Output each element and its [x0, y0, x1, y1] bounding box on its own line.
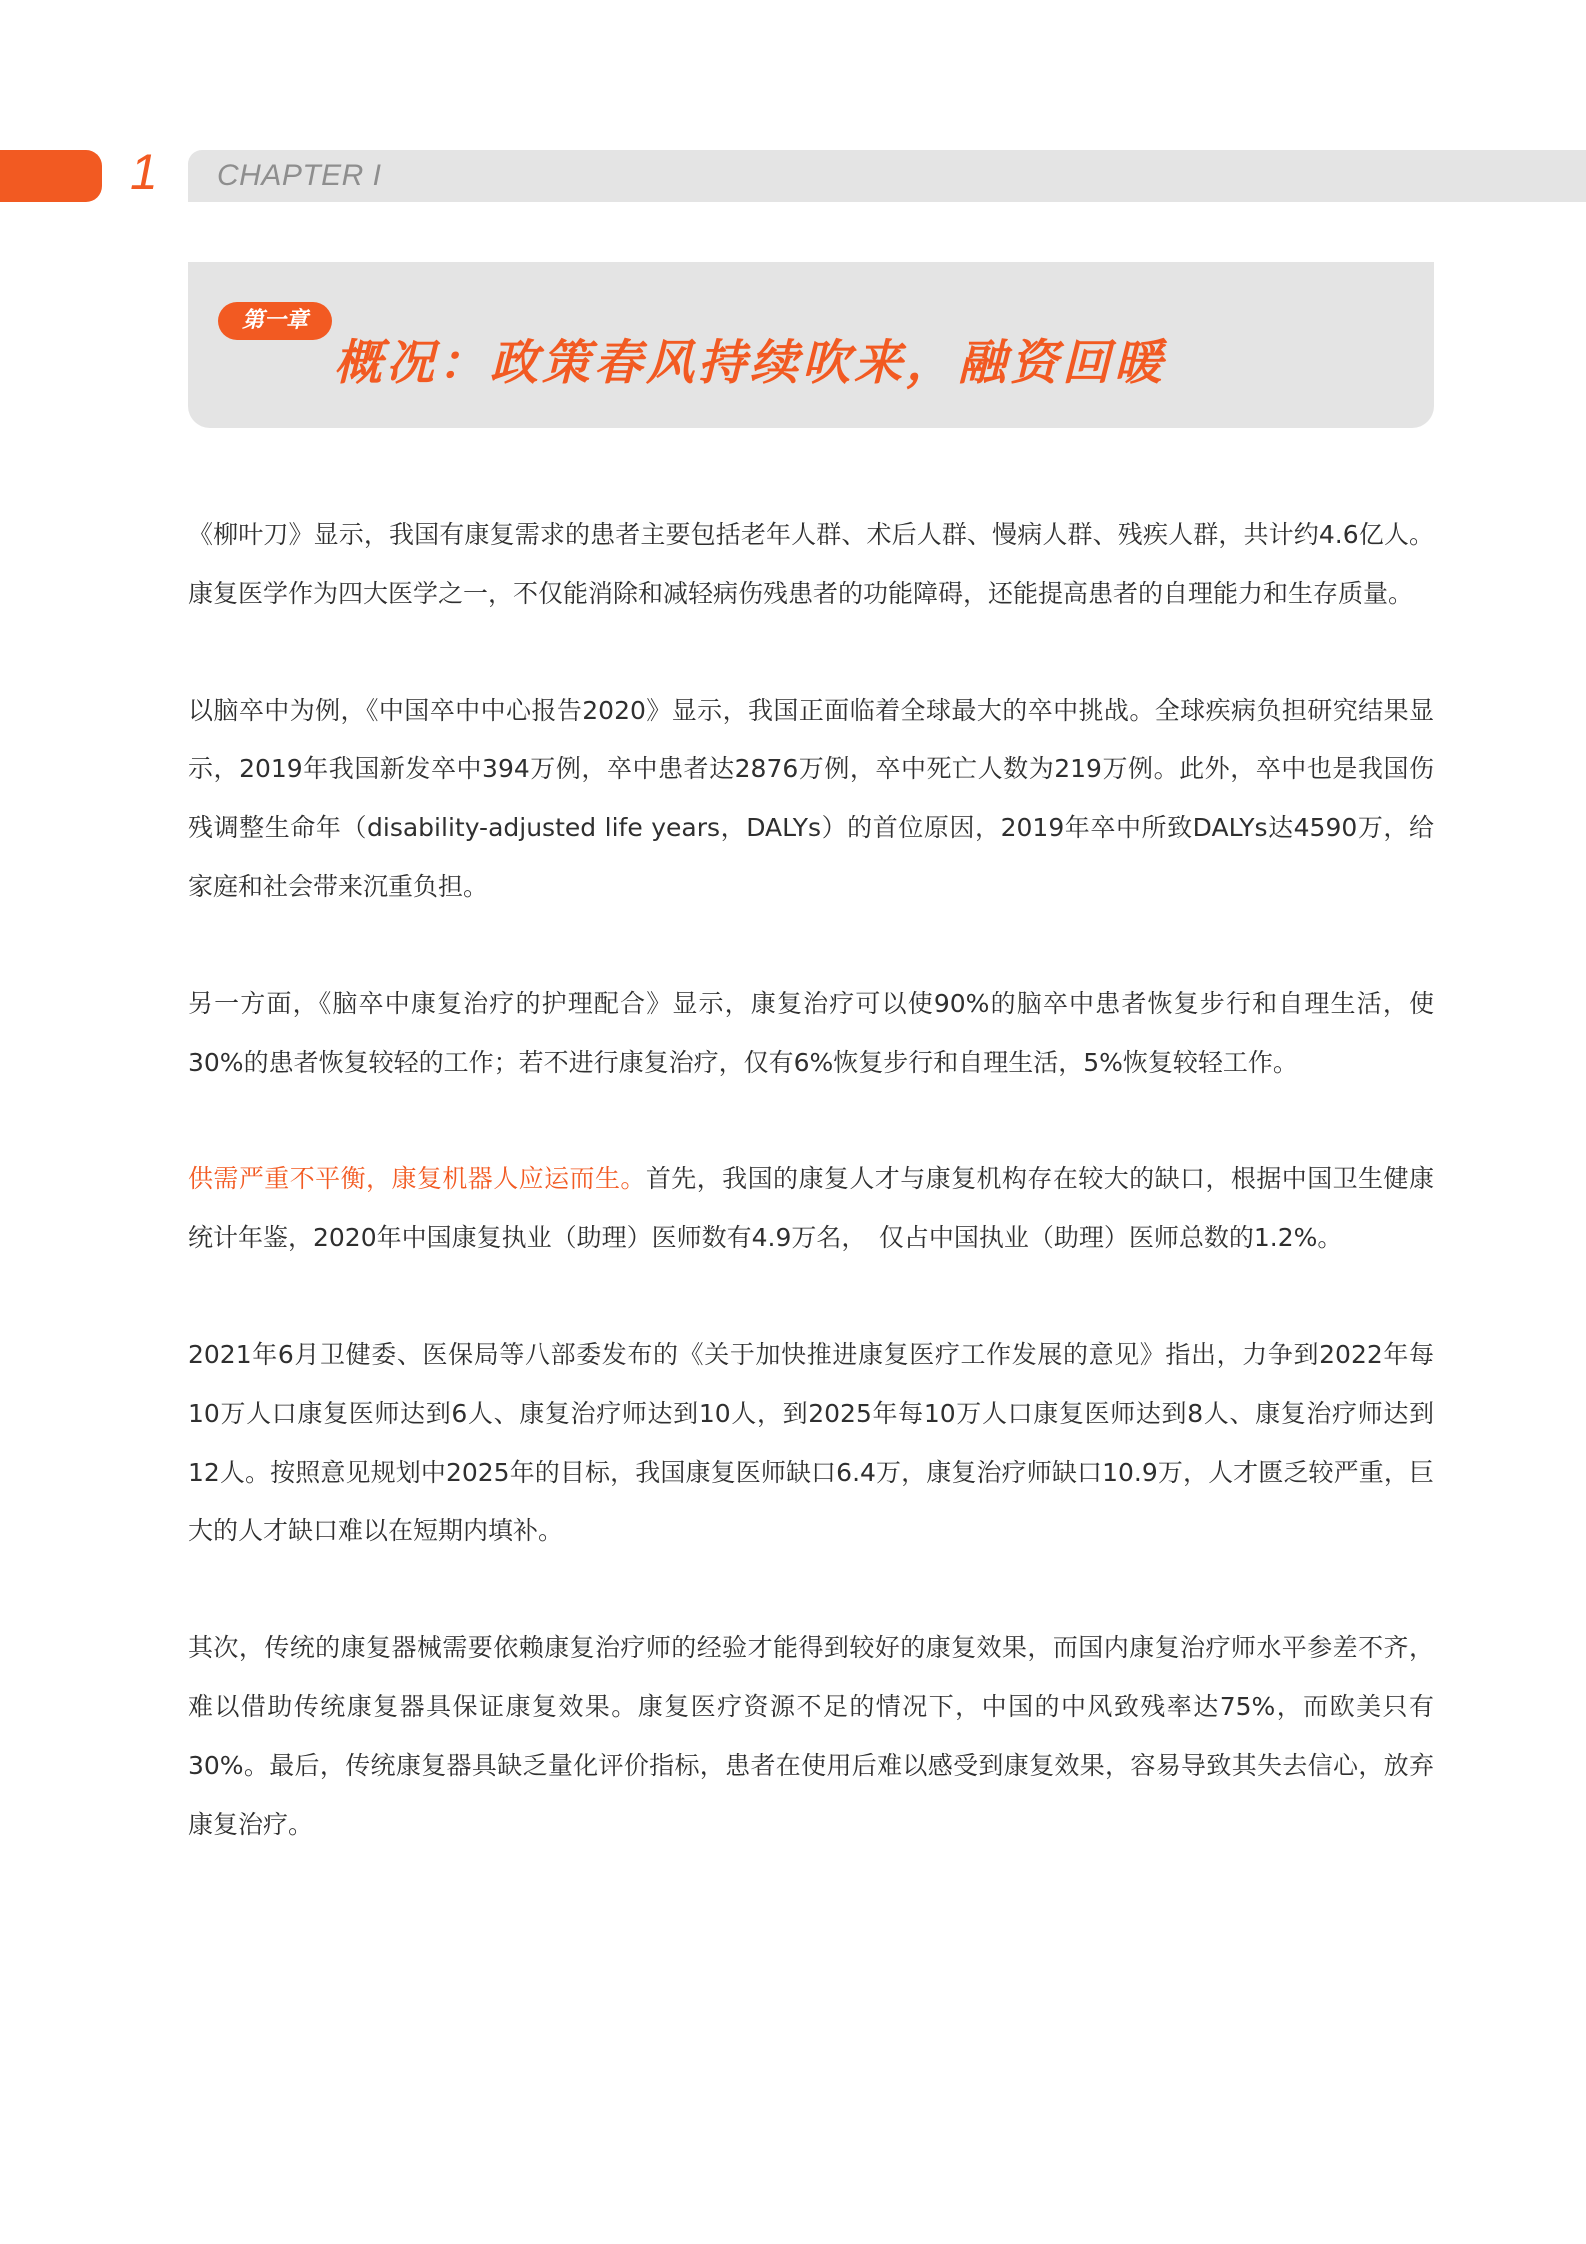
paragraph: 《柳叶刀》显示，我国有康复需求的患者主要包括老年人群、术后人群、慢病人群、残疾人群，共计约4.6亿人。康复医学作为四大医学之一，不仅能消除和减轻病伤残患者的功能障碍，还能提高患者的自理能力和生存质量。	[188, 520, 1434, 608]
chapter-badge: 第一章	[218, 302, 332, 340]
paragraph: 另一方面，《脑卒中康复治疗的护理配合》显示，康复治疗可以使90%的脑卒中患者恢复步行和自理生活，使30%的患者恢复较轻的工作；若不进行康复治疗，仅有6%恢复步行和自理生活，5%恢复较轻工作。	[188, 988, 1434, 1077]
paragraph: 以脑卒中为例，《中国卒中中心报告2020》显示，我国正面临着全球最大的卒中挑战。全球疾病负担研究结果显示，2019年我国新发卒中394万例，卒中患者达2876万例，卒中死亡人数为219万例。此外，卒中也是我国伤残调整生命年（disability-adjusted life years，DALYs）的首位原因，2019年卒中所致DALYs达4590万，给家庭和社会带来沉重负担。	[188, 695, 1434, 901]
chapter-label: CHAPTER I	[217, 159, 382, 192]
paragraph-text: 首先，我国的康复人才与康复机构存在较大的缺口，根据中国卫生健康统计年鉴，2020年中国康复执业（助理）医师数有4.9万名， 仅占中国执业（助理）医师总数的1.2%。	[188, 1164, 1434, 1253]
highlight-text: 供需严重不平衡，康复机器人应运而生。	[188, 1164, 646, 1194]
highlight-paragraph	[188, 1150, 1434, 1268]
paragraph: 2021年6月卫健委、医保局等八部委发布的《关于加快推进康复医疗工作发展的意见》指出，力争到2022年每10万人口康复医师达到6人、康复治疗师达到10人，到2025年每10万人口康复医师达到8人、康复治疗师达到12人。按照意见规划中2025年的目标，我国康复医师缺口6.4万，康复治疗师缺口10.9万，人才匮乏较严重，巨大的人才缺口难以在短期内填补。	[188, 1339, 1434, 1546]
chapter-tab-accent	[0, 150, 102, 202]
chapter-header-bar	[188, 150, 1586, 202]
page-title: 概况：政策春风持续吹来，融资回暖	[334, 335, 1167, 391]
body-text	[188, 506, 1434, 1912]
paragraph: 其次，传统的康复器械需要依赖康复治疗师的经验才能得到较好的康复效果，而国内康复治疗师水平参差不齐，难以借助传统康复器具保证康复效果。康复医疗资源不足的情况下，中国的中风致残率达75%，而欧美只有30%。最后，传统康复器具缺乏量化评价指标，患者在使用后难以感受到康复效果，容易导致其失去信心，放弃康复治疗。	[188, 1633, 1434, 1839]
chapter-number: 1	[130, 144, 158, 200]
